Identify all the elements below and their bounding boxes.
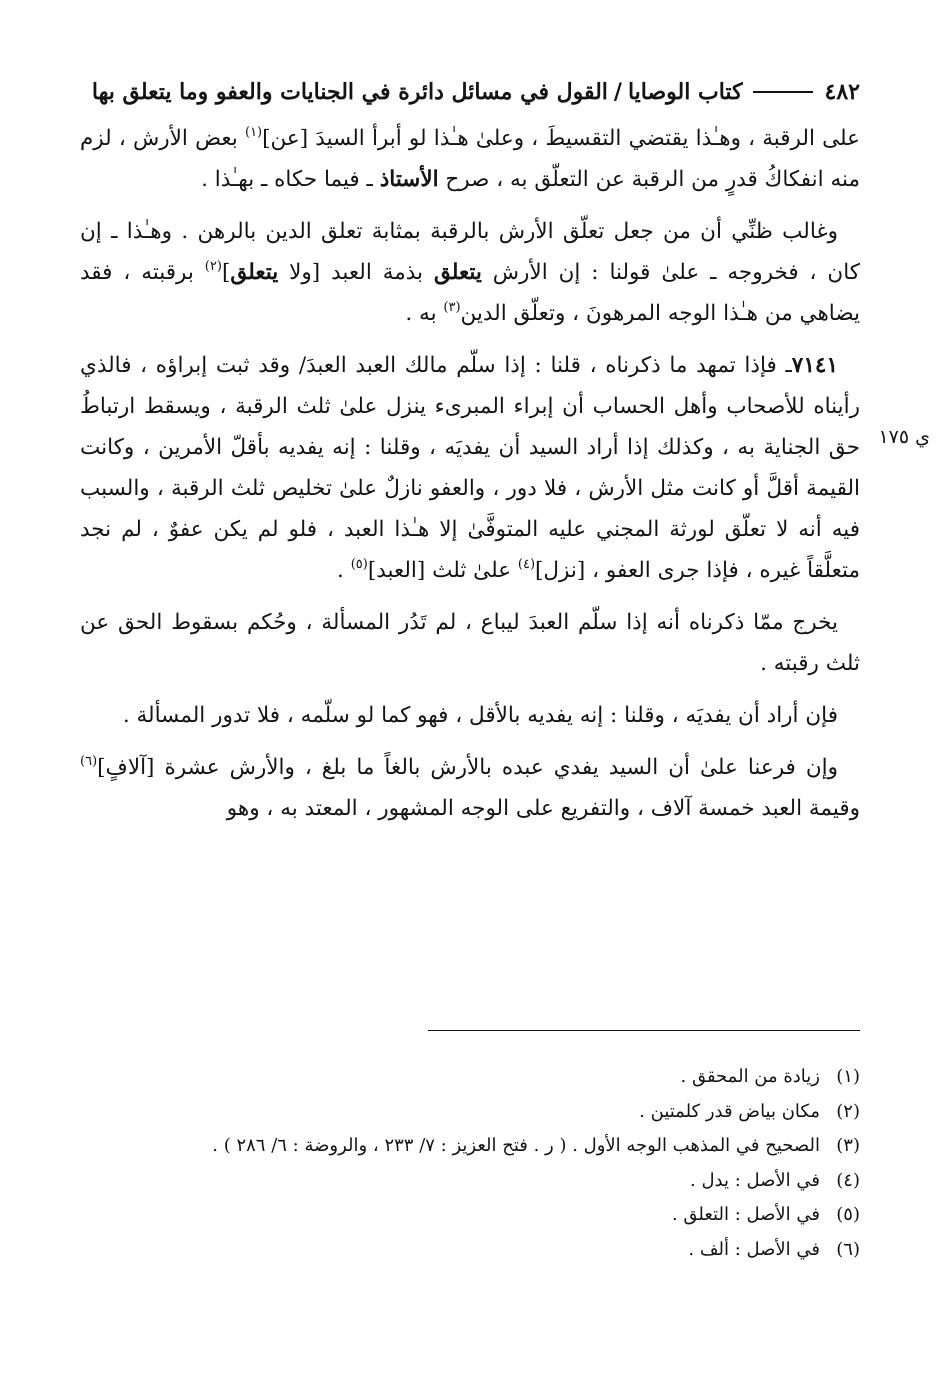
footnote-item [80, 1060, 860, 1095]
footnote-item [80, 1129, 860, 1164]
running-header [80, 72, 860, 112]
footnote-ref-2: (٢) [204, 259, 222, 274]
footnote-text: مكان بياض قدر كلمتين . [639, 1100, 820, 1122]
footnote-text: في الأصل : التعلق . [671, 1204, 820, 1225]
footnote-ref-3: (٣) [443, 300, 461, 315]
paragraph-5: فإن أراد أن يفديَه ، وقلنا : إنه يفديه بالأقل ، فهو كما لو سلّمه ، فلا تدور المسألة . [122, 703, 838, 728]
paragraph-6 [80, 747, 860, 829]
paragraph-2 [80, 211, 860, 334]
bold-term: الأستاذ [379, 167, 439, 192]
footnote-number: (٦) [836, 1238, 860, 1260]
issue-number: ٧١٤١ [791, 353, 838, 378]
footnote-divider [428, 1030, 860, 1031]
footnote-item [80, 1095, 860, 1130]
text-run: وقيمة العبد خمسة آلاف ، والتفريع على الوجه المشهور ، المعتد به ، وهو [226, 796, 860, 821]
footnote-number: (٤) [836, 1169, 860, 1191]
footnotes [80, 1060, 860, 1267]
bold-term: يتعلق [230, 260, 279, 285]
text-run: علىٰ ثلث [العبد] [367, 558, 518, 583]
footnote-text: الصحيح في المذهب الوجه الأول . ( ر . فتح العزيز : ٧/ ٢٣٣ ، والروضة : ٦/ ٢٨٦ ) . [212, 1135, 820, 1156]
text-run: على الرقبة ، وهـٰذا يقتضي التقسيطَ ، وعلىٰ هـٰذا لو أبرأ السيدَ [عن] [262, 126, 861, 151]
footnote-number: (٢) [836, 1100, 860, 1122]
text-run: بعض الأرش ، لزم منه انفكاكُ قدرٍ من الرقبة عن التعلّق به ، صرح [80, 126, 860, 192]
bold-term: يتعلق [433, 260, 482, 285]
header-separator: / [613, 79, 622, 105]
footnote-ref-6: (٦) [80, 754, 98, 769]
text-run: ] [221, 260, 231, 285]
paragraph-1 [80, 118, 860, 200]
footnote-item [80, 1198, 860, 1233]
text-run: وإن فرعنا علىٰ أن السيد يفدي عبده بالأرش بالغاً ما بلغ ، والأرش عشرة [آلافٍ] [97, 755, 838, 780]
paragraph-4: يخرج ممّا ذكرناه أنه إذا سلّم العبدَ ليباع ، لم تَدُر المسألة ، وحُكم بسقوط الحق عن ثلث رقبته . [80, 610, 860, 676]
paragraph-3 [80, 345, 860, 591]
footnote-ref-1: (١) [244, 125, 263, 140]
footnote-item [80, 1233, 860, 1268]
margin-folio-note: ي ١٧٥ [878, 426, 930, 448]
text-run: به . [405, 301, 444, 326]
footnote-number: (١) [836, 1066, 860, 1087]
footnote-text: زيادة من المحقق . [680, 1066, 820, 1087]
footnote-ref-4: (٤) [517, 557, 536, 572]
footnote-item [80, 1164, 860, 1199]
text-run: ـ فإذا تمهد ما ذكرناه ، قلنا : إذا سلّم مالك العبد العبدَ/ وقد ثبت إبراؤه ، فالذي رأيناه للأصحاب وأهل الحساب أن إبراء المبرىء ينزل علىٰ ثلث الرقبة ، ويسقط ارتباطُ حق الجناية به ، وكذلك إذا أراد السيد أن يفديَه ، وقلنا : إنه يفديه بأقلّ الأمرين ، وكانت القيمة أقلَّ أو كانت مثل الأرش ، فلا دور ، والعفو نازلٌ علىٰ تخليص ثلث الرقبة ، والسبب فيه أنه لا تعلّق لورثة المجني عليه المتوفَّىٰ إلا هـٰذا العبد ، فلو لم يكن عفوٌ ، لم نجد متعلَّقاً غيره ، فإذا جرى العفو ، [نزل] [80, 353, 860, 583]
text-run: برقبته ، فقد يضاهي من هـٰذا الوجه المرهونَ ، وتعلّق الدين [80, 260, 860, 326]
header-dash [753, 91, 813, 93]
book-title: كتاب الوصايا [627, 79, 743, 105]
footnote-number: (٥) [836, 1204, 860, 1225]
footnote-text: في الأصل : ألف . [688, 1238, 820, 1260]
text-run: بذمة العبد [ولا [278, 260, 434, 285]
footnote-ref-5: (٥) [350, 557, 368, 572]
footnote-text: في الأصل : يدل . [690, 1169, 820, 1191]
main-text [80, 118, 860, 840]
section-title: القول في مسائل دائرة في الجنايات والعفو وما يتعلق بها [91, 79, 608, 105]
footnote-number: (٣) [836, 1135, 860, 1156]
text-run: وغالب ظنِّي أن من جعل تعلّق الأرش بالرقبة بمثابة تعلق الدين بالرهن . وهـٰذا ـ إن كان ، فخروجه ـ علىٰ قولنا : إن الأرش [80, 219, 860, 285]
text-run: . [337, 558, 351, 583]
page-number: ٤٨٢ [824, 79, 860, 105]
text-run: ـ فيما حكاه ـ بهـٰذا . [201, 167, 380, 192]
